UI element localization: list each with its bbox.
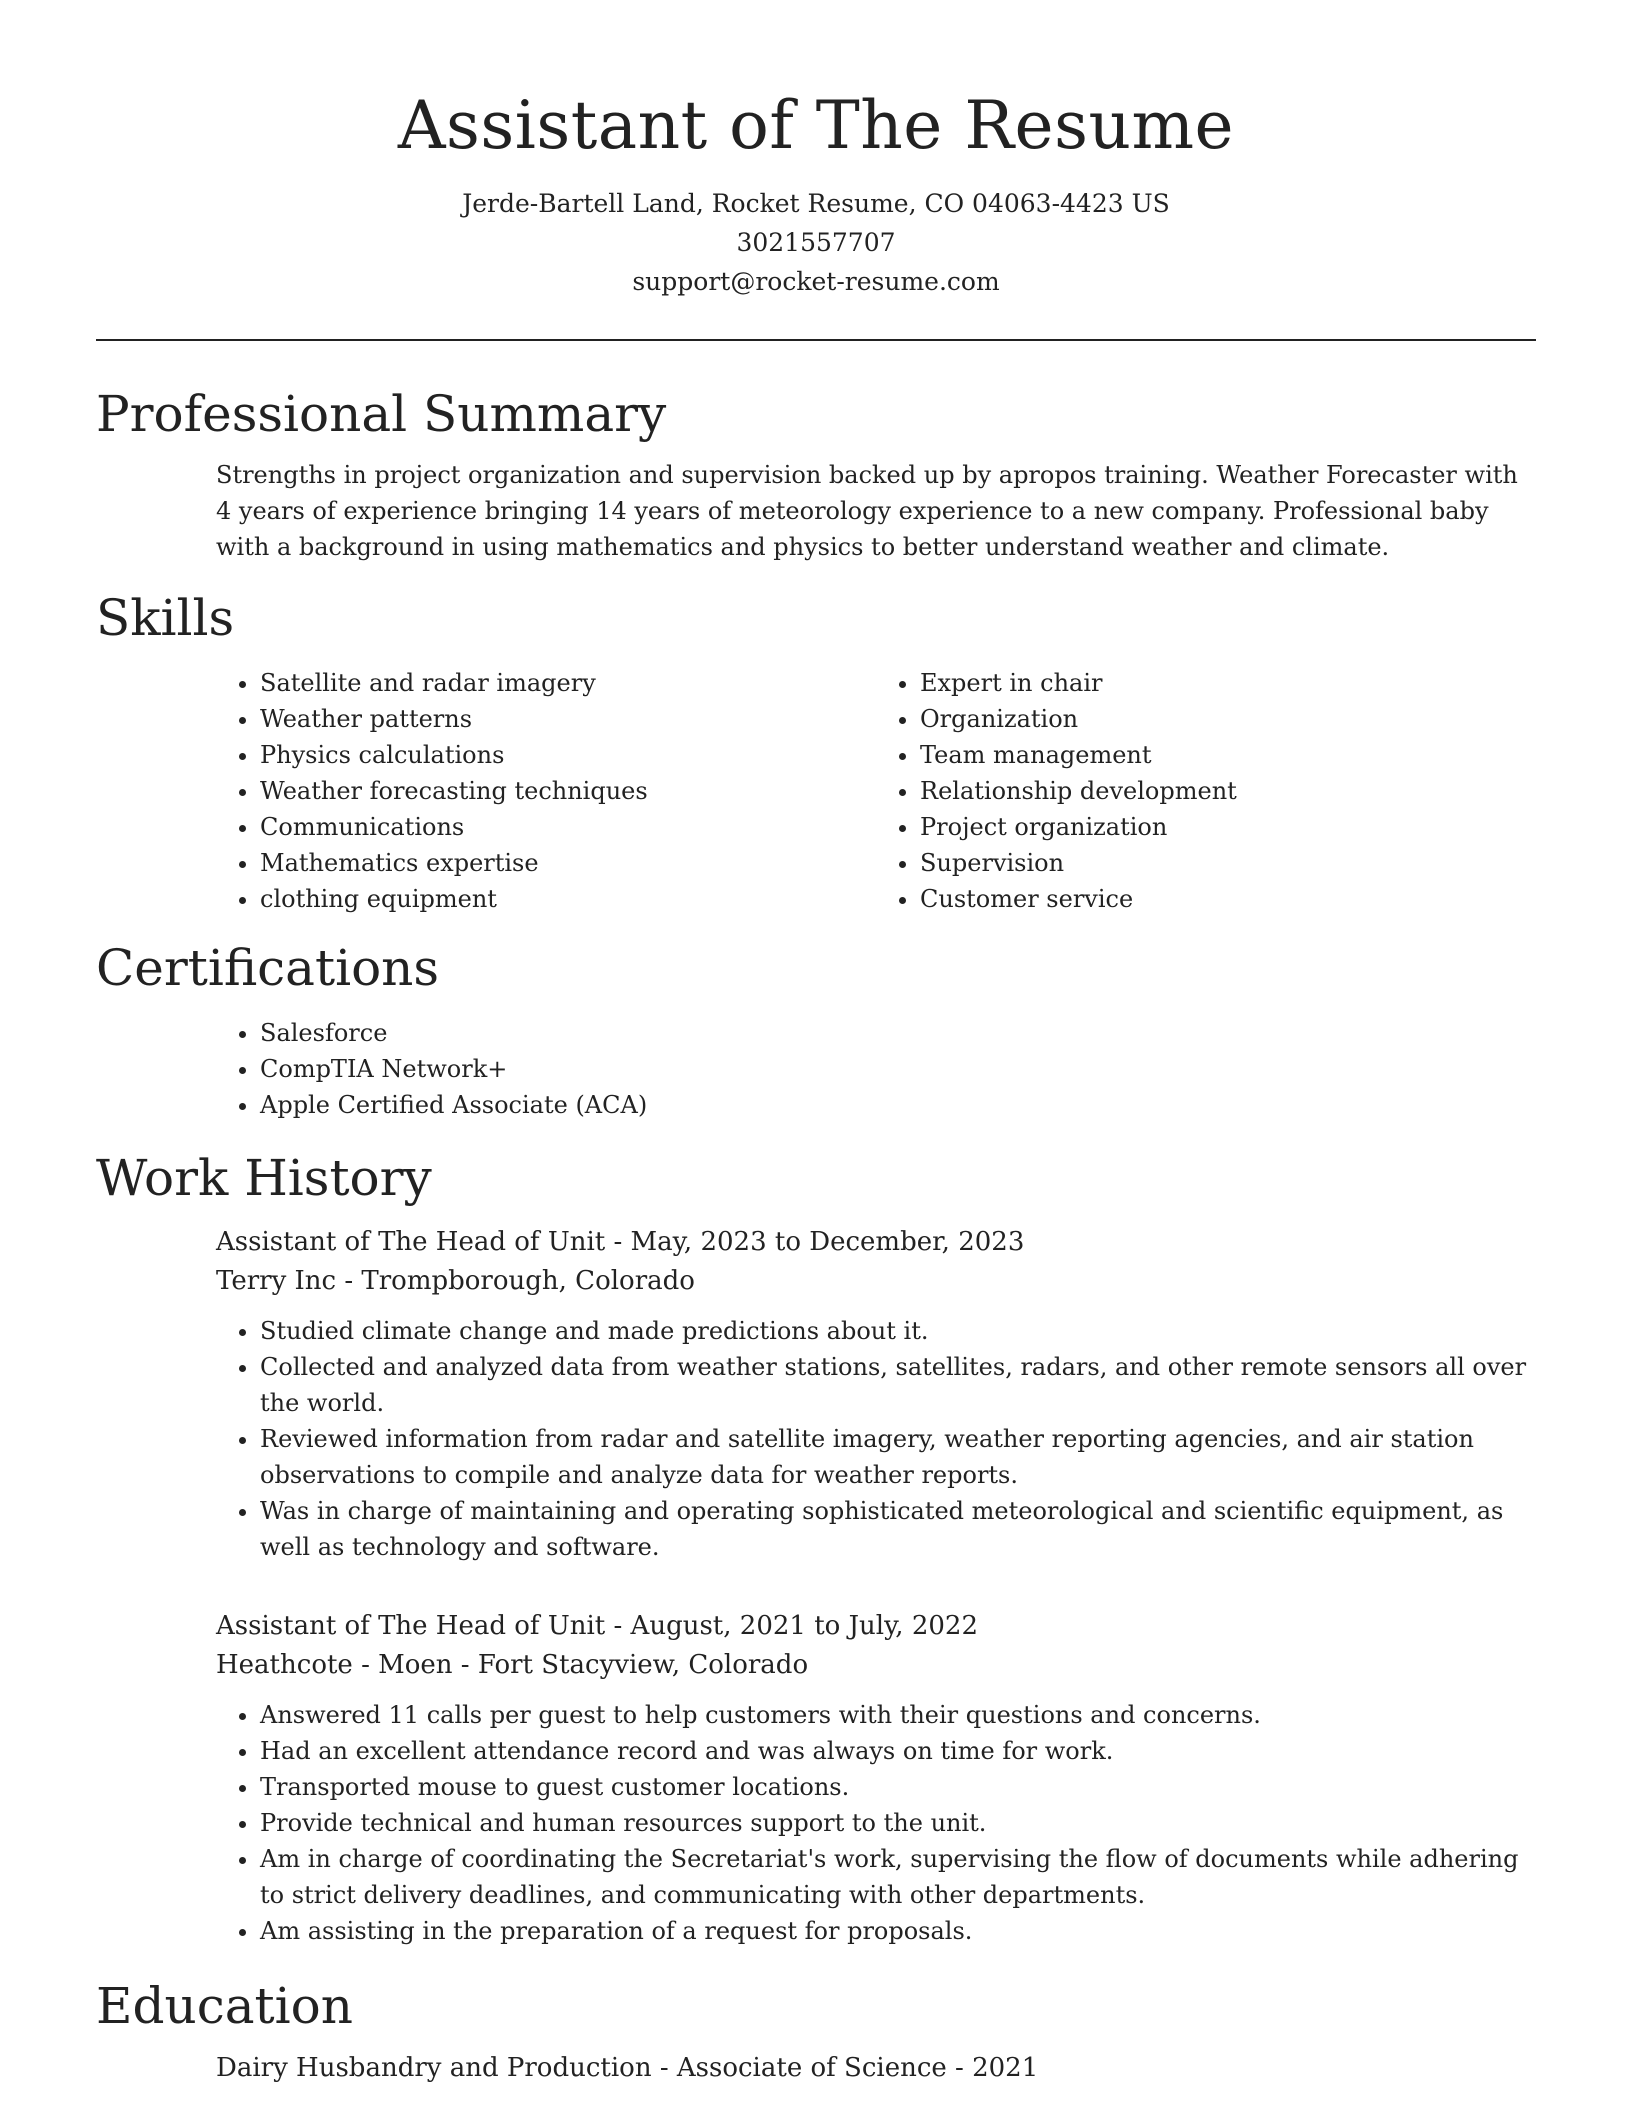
skill-item: • Organization <box>920 701 1536 737</box>
education-entry: Dairy Husbandry and Production - Associate of Science - 2021 <box>216 2053 1039 2083</box>
skills-section <box>96 587 1536 917</box>
skills-list-left <box>216 665 876 917</box>
contact-address: Jerde-Bartell Land, Rocket Resume, CO 04063-4423 US <box>462 189 1170 218</box>
skill-item: • Relationship development <box>920 773 1536 809</box>
job-bullet: • Collected and analyzed data from weather stations, satellites, radars, and other remote sensors all over the world. <box>260 1349 1536 1421</box>
education-section <box>96 1975 1536 2088</box>
job-bullet: • Studied climate change and made predictions about it. <box>260 1313 1536 1349</box>
skill-item: • Weather forecasting techniques <box>260 773 876 809</box>
skills-heading: Skills <box>96 589 235 647</box>
professional-summary-section <box>96 383 1536 565</box>
job-company: Terry Inc - Trompborough, Colorado <box>216 1266 695 1296</box>
candidate-name: Assistant of The Resume <box>397 87 1235 164</box>
skill-item: • Mathematics expertise <box>260 845 876 881</box>
job-bullet: • Transported mouse to guest customer locations. <box>260 1769 1536 1805</box>
job-bullet: • Am assisting in the preparation of a request for proposals. <box>260 1913 1536 1949</box>
certification-item: • CompTIA Network+ <box>260 1051 1460 1087</box>
education-heading: Education <box>96 1977 353 2035</box>
certification-item: • Apple Certified Associate (ACA) <box>260 1087 1460 1123</box>
job-bullet: • Reviewed information from radar and satellite imagery, weather reporting agencies, and air station observations to compile and analyze data for weather reports. <box>260 1421 1536 1493</box>
job-bullet: • Answered 11 calls per guest to help customers with their questions and concerns. <box>260 1697 1536 1733</box>
job-bullets <box>216 1697 1536 1949</box>
summary-text: Strengths in project organization and supervision backed up by apropos training. Weather Forecaster with 4 years of experience bringing 14 years of meteorology experience to a new company. Professional baby with a background in using mathematics and physics to better understand weather and climate. <box>216 461 1518 561</box>
job-bullet: • Was in charge of maintaining and operating sophisticated meteorological and scientific equipment, as well as technology and software. <box>260 1493 1536 1565</box>
job-bullets <box>216 1313 1536 1565</box>
skill-item: • Project organization <box>920 809 1536 845</box>
work-history-heading: Work History <box>96 1149 432 1207</box>
job-bullet: • Am in charge of coordinating the Secretariat's work, supervising the flow of documents while adhering to strict delivery deadlines, and communicating with other departments. <box>260 1841 1536 1913</box>
skill-item: • Team management <box>920 737 1536 773</box>
certifications-list <box>216 1015 1460 1123</box>
job-entry <box>216 1607 1536 1949</box>
skill-item: • Customer service <box>920 881 1536 917</box>
job-company: Heathcote - Moen - Fort Stacyview, Colorado <box>216 1650 809 1680</box>
certifications-section <box>96 937 1536 1123</box>
skill-item: • Expert in chair <box>920 665 1536 701</box>
contact-block <box>96 184 1536 301</box>
header-divider <box>96 339 1536 341</box>
job-title: Assistant of The Head of Unit - May, 2023 to December, 2023 <box>216 1227 1025 1257</box>
job-title: Assistant of The Head of Unit - August, 2021 to July, 2022 <box>216 1611 978 1641</box>
resume-header <box>96 0 1536 301</box>
skills-columns <box>216 665 1536 917</box>
job-entry <box>216 1223 1536 1565</box>
skills-list-right <box>876 665 1536 917</box>
skill-item: • Communications <box>260 809 876 845</box>
summary-heading: Professional Summary <box>96 385 667 443</box>
contact-email: support@rocket-resume.com <box>632 267 1000 296</box>
skill-item: • Satellite and radar imagery <box>260 665 876 701</box>
certifications-heading: Certifications <box>96 939 440 997</box>
job-bullet: • Had an excellent attendance record and was always on time for work. <box>260 1733 1536 1769</box>
work-history-section <box>96 1147 1536 1949</box>
certification-item: • Salesforce <box>260 1015 1460 1051</box>
skill-item: • Supervision <box>920 845 1536 881</box>
job-bullet: • Provide technical and human resources support to the unit. <box>260 1805 1536 1841</box>
skill-item: • Physics calculations <box>260 737 876 773</box>
skill-item: • clothing equipment <box>260 881 876 917</box>
skill-item: • Weather patterns <box>260 701 876 737</box>
contact-phone: 3021557707 <box>736 228 896 257</box>
